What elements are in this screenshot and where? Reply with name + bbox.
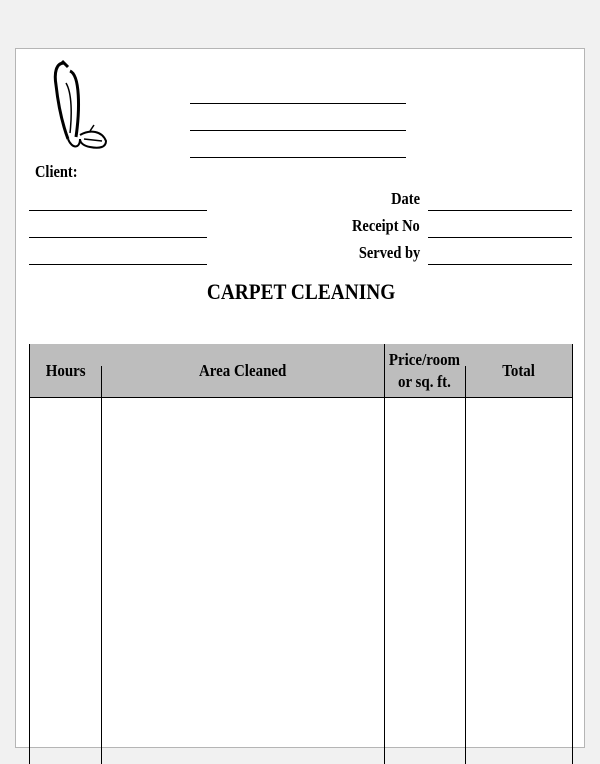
- column-header-hours: Hours: [45, 361, 86, 380]
- date-label: Date: [391, 189, 420, 208]
- column-header-total: Total: [502, 361, 535, 380]
- column-header-price: Price/room or sq. ft.: [388, 350, 461, 391]
- address-line-1[interactable]: [190, 103, 406, 104]
- address-line-2[interactable]: [190, 130, 406, 131]
- served-by-field-line[interactable]: [428, 264, 572, 265]
- column-divider-3: [465, 366, 466, 764]
- column-divider-2: [384, 344, 385, 764]
- served-by-label: Served by: [358, 243, 420, 262]
- column-header-area-cleaned: Area Cleaned: [198, 361, 287, 380]
- client-line-2[interactable]: [29, 237, 207, 238]
- client-label: Client:: [35, 162, 78, 181]
- vacuum-cleaner-icon: [50, 59, 112, 155]
- receipt-table: [29, 344, 573, 764]
- receipt-no-field-line[interactable]: [428, 237, 572, 238]
- client-line-3[interactable]: [29, 264, 207, 265]
- page-title: CARPET CLEANING: [206, 279, 396, 304]
- address-line-3[interactable]: [190, 157, 406, 158]
- receipt-page: [15, 48, 585, 748]
- column-divider-1: [101, 366, 102, 764]
- receipt-no-label: Receipt No: [352, 216, 420, 235]
- client-line-1[interactable]: [29, 210, 207, 211]
- date-field-line[interactable]: [428, 210, 572, 211]
